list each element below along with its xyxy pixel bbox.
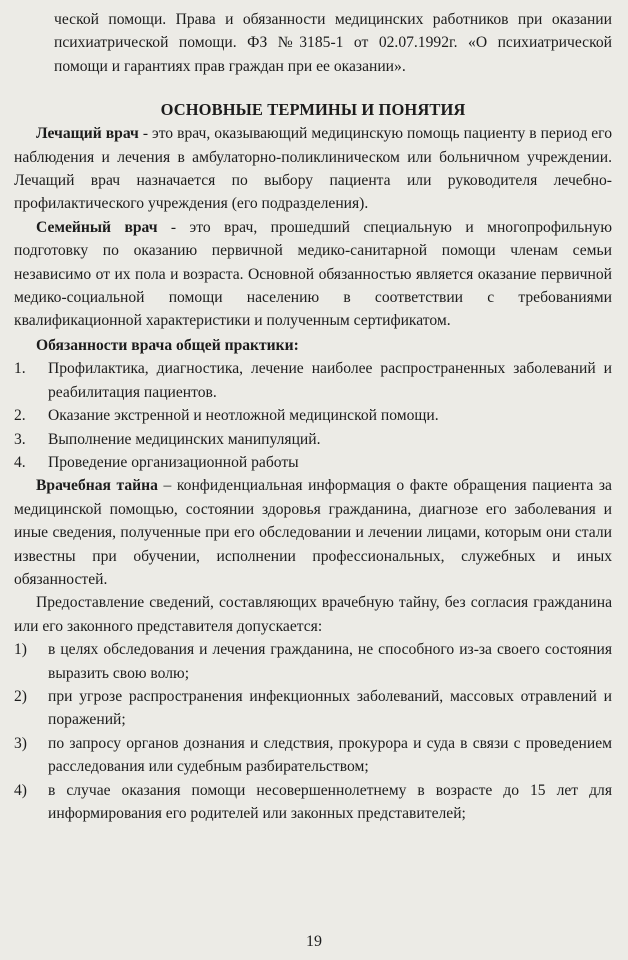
section-heading: ОСНОВНЫЕ ТЕРМИНЫ И ПОНЯТИЯ (160, 100, 466, 120)
list-text: Оказание экстренной и неотложной медицинской помощи. (48, 407, 439, 425)
list-number: 3. (14, 430, 26, 448)
term-family-doctor (14, 216, 612, 333)
list-number: 4. (14, 453, 26, 471)
list-item (14, 404, 612, 427)
term-name: Семейный врач (36, 218, 158, 236)
list-item (14, 451, 612, 474)
list-text: в случае оказания помощи несовершеннолетнему в возрасте до 15 лет для информирования его родителей или законных представителей; (48, 781, 612, 822)
term-definition: - это врач, прошедший специальную и многопрофильную подготовку по оказанию первичной медико-санитарной помощи членам семьи независимо от их пола и возраста. Основной обязанностью является оказание первичной медико-социальной помощи населению в соответствии с требованиями квалификационной характеристики и полученным сертификатом. (14, 218, 612, 330)
disclosure-intro: Предоставление сведений, составляющих врачебную тайну, без согласия гражданина или его законного представителя допускается: (14, 594, 612, 635)
list-number: 2) (14, 687, 27, 705)
term-medical-secret (14, 474, 612, 591)
list-item (14, 638, 612, 685)
list-item (14, 428, 612, 451)
list-number: 2. (14, 407, 26, 425)
list-text: в целях обследования и лечения гражданина, не способного из-за своего состояния выразить свою волю; (48, 641, 612, 682)
list-text: Профилактика, диагностика, лечение наиболее распространенных заболеваний и реабилитация пациентов. (48, 360, 612, 401)
list-item (14, 732, 612, 779)
list-item (14, 685, 612, 732)
list-number: 1) (14, 641, 27, 659)
list-text: Выполнение медицинских манипуляций. (48, 430, 321, 448)
duties-heading: Обязанности врача общей практики: (36, 336, 299, 354)
duties-list (14, 357, 612, 474)
term-attending-physician (14, 122, 612, 216)
list-text: Проведение организационной работы (48, 453, 299, 471)
list-item (14, 779, 612, 826)
term-definition: – конфиденциальная информация о факте обращения пациента за медицинской помощью, состоянии здоровья гражданина, диагнозе его заболевания и иные сведения, полученные при его обследовании и лечении лицами, которым они стали известны при обучении, исполнении профессиональных, служебных и иных обязанностей. (14, 477, 612, 588)
disclosure-list (14, 638, 612, 825)
term-name: Лечащий врач (36, 125, 139, 143)
list-text: по запросу органов дознания и следствия, прокурора и суда в связи с проведением расследования или судебным разбирательством; (48, 734, 612, 776)
term-definition: - это врач, оказывающий медицинскую помощь пациенту в период его наблюдения и лечения в амбулаторно-поликлиническом или больничном учреждении. Лечащий врач назначается по выбору пациента или руководителя лечебно-профилактического учреждения (его подразделения). (14, 125, 612, 213)
intro-paragraph: ческой помощи. Права и обязанности медицинских работников при оказании психиатрической помощи. ФЗ №3185-1 от 02.07.1992г. «О психиатрической помощи и гарантиях прав граждан при ее оказании». (54, 11, 612, 75)
list-item (14, 357, 612, 404)
list-number: 3) (14, 734, 27, 752)
list-number: 4) (14, 781, 27, 799)
page-number: 19 (306, 933, 322, 950)
term-name: Врачебная тайна (36, 477, 158, 495)
list-number: 1. (14, 360, 26, 378)
list-text: при угрозе распространения инфекционных заболеваний, массовых отравлений и поражений; (48, 687, 612, 729)
